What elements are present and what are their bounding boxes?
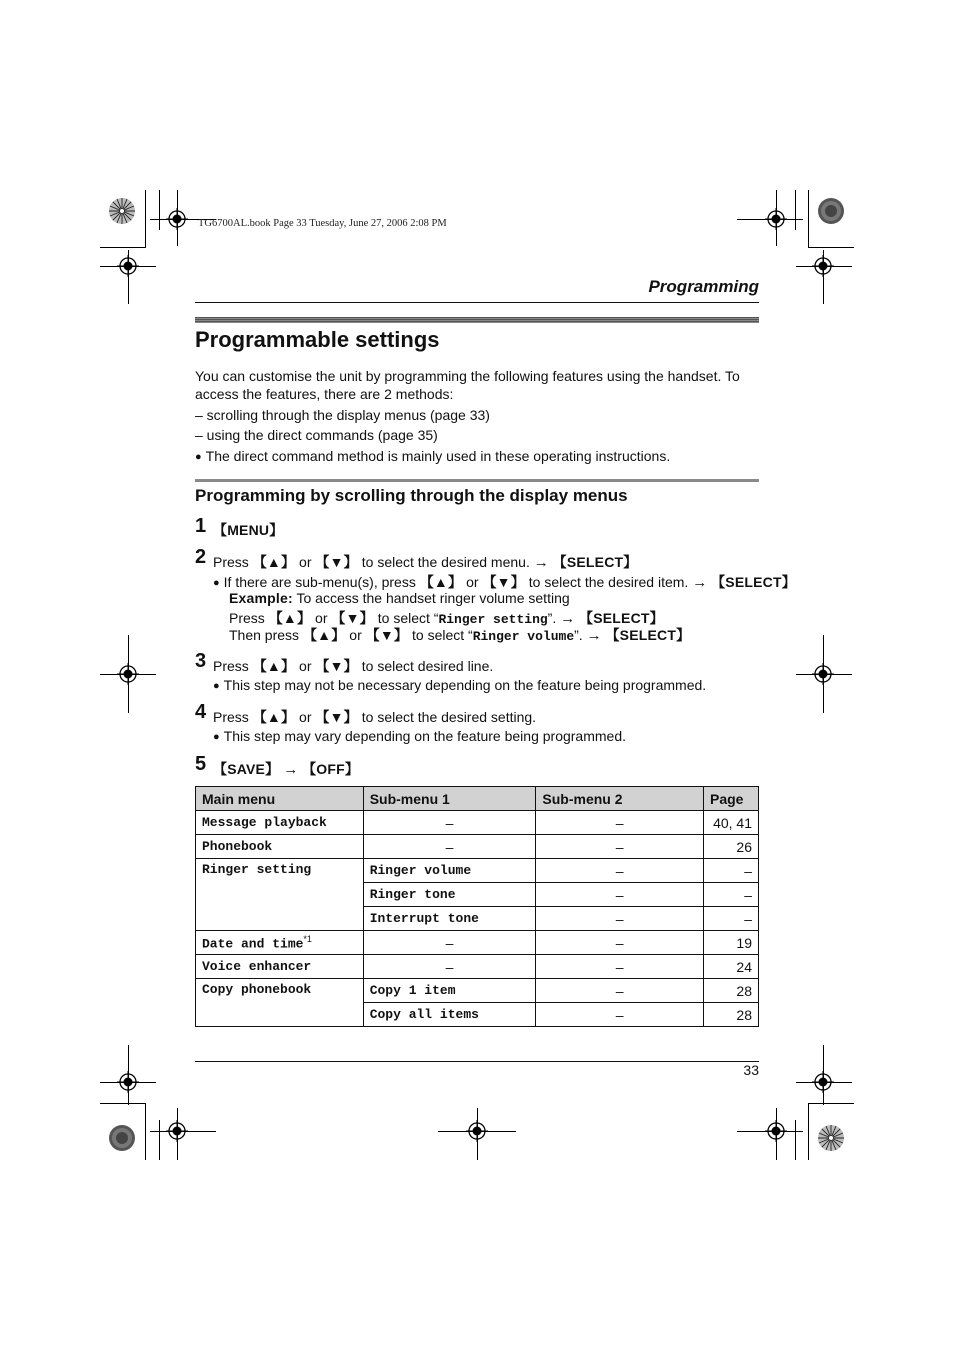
crop-mark: [795, 190, 796, 230]
sub-menu-1-cell: –: [363, 811, 536, 835]
table-row: [196, 955, 759, 979]
sub-menu-1-cell: –: [363, 931, 536, 955]
starburst-target-icon: [817, 1124, 845, 1152]
table-row: [196, 835, 759, 859]
step-5-line: [213, 759, 359, 779]
page-cell: –: [703, 883, 758, 907]
registration-target-icon: [117, 255, 139, 277]
sub-menu-2-cell: –: [536, 835, 704, 859]
main-menu-cell: Copy phonebook: [196, 979, 364, 1027]
registration-target-icon: [765, 208, 787, 230]
column-header: Main menu: [196, 787, 364, 811]
crop-mark: [808, 1103, 809, 1160]
sub-menu-2-cell: –: [536, 979, 704, 1003]
off-key: 【OFF】: [302, 761, 360, 777]
column-header: Page: [703, 787, 758, 811]
subsection-title: Programming by scrolling through the display menus: [195, 486, 628, 505]
page-cell: 28: [703, 979, 758, 1003]
registration-target-icon: [812, 1071, 834, 1093]
page-cell: 24: [703, 955, 758, 979]
header-rule: [195, 302, 759, 303]
crop-mark: [100, 247, 146, 248]
step-number: 2: [195, 546, 207, 568]
main-menu-cell: Voice enhancer: [196, 955, 364, 979]
sub-menu-2-cell: –: [536, 859, 704, 883]
sub-menu-1-cell: –: [363, 835, 536, 859]
registration-target-icon: [812, 255, 834, 277]
sub-menu-1-cell: –: [363, 955, 536, 979]
crop-mark: [159, 190, 160, 230]
select-key: 【SELECT】: [552, 554, 638, 570]
page-cell: –: [703, 907, 758, 931]
crop-mark: [808, 247, 854, 248]
arrow-right-icon: →: [283, 761, 299, 778]
save-key: 【SAVE】: [213, 761, 280, 777]
step-number: 5: [195, 753, 207, 775]
page-cell: 19: [703, 931, 758, 955]
page-cell: 40, 41: [703, 811, 758, 835]
example-line: Example: To access the handset ringer volume setting: [229, 590, 570, 606]
crop-mark: [808, 1103, 854, 1104]
bullet-icon: ●: [195, 451, 202, 463]
arrow-right-icon: →: [560, 610, 576, 627]
sub-menu-2-cell: –: [536, 955, 704, 979]
main-menu-cell: Date and time$^{*1}$: [196, 931, 364, 955]
table-row: [196, 811, 759, 835]
table-row: [196, 979, 759, 1003]
dot-target-icon: [817, 197, 845, 225]
intro-line-2: access the features, there are 2 methods:: [195, 386, 454, 402]
section-header: Programming: [648, 277, 759, 296]
dot-target-icon: [108, 1124, 136, 1152]
step-number: 3: [195, 650, 207, 672]
intro-line-1: You can customise the unit by programming the following features using the handset. To: [195, 368, 740, 384]
footnote-marker: *1: [303, 933, 312, 944]
main-menu-cell: Ringer setting: [196, 859, 364, 931]
arrow-right-icon: →: [692, 574, 708, 591]
sub-menu-1-cell: Ringer volume: [363, 859, 536, 883]
sub-menu-2-cell: –: [536, 1003, 704, 1027]
sub-menu-1-cell: Interrupt tone: [363, 907, 536, 931]
step-3-line: Press 【▲】 or 【▼】 to select desired line.: [213, 658, 494, 674]
registration-target-icon: [765, 1120, 787, 1142]
menu-key: 【MENU】: [213, 522, 284, 538]
page-title: Programmable settings: [195, 327, 440, 352]
sub-menu-2-cell: –: [536, 907, 704, 931]
down-key: 【▼】: [315, 554, 358, 570]
crop-mark: [145, 1103, 146, 1160]
starburst-target-icon: [108, 197, 136, 225]
registration-target-icon: [117, 663, 139, 685]
sub-menu-2-cell: –: [536, 811, 704, 835]
step-4-line: Press 【▲】 or 【▼】 to select the desired setting.: [213, 709, 537, 725]
column-header: Sub-menu 2: [536, 787, 704, 811]
registration-target-icon: [466, 1120, 488, 1142]
sub-menu-2-cell: –: [536, 931, 704, 955]
sub-menu-1-cell: Ringer tone: [363, 883, 536, 907]
book-info-slug: TG6700AL.book Page 33 Tuesday, June 27, 2006 2:08 PM: [198, 218, 447, 229]
column-header: Sub-menu 1: [363, 787, 536, 811]
registration-target-icon: [166, 208, 188, 230]
subsection-bar: [195, 479, 759, 482]
example-step-2: Then press 【▲】 or 【▼】 to select “Ringer volume”. → 【SELECT】: [229, 627, 691, 644]
bullet-icon: ●: [213, 680, 220, 692]
crop-mark: [808, 190, 809, 247]
table-row: [196, 859, 759, 883]
main-menu-cell: Phonebook: [196, 835, 364, 859]
table-header-row: [196, 787, 759, 811]
page-cell: –: [703, 859, 758, 883]
example-step-1: Press 【▲】 or 【▼】 to select “Ringer setting”. → 【SELECT】: [229, 610, 664, 627]
crop-mark: [145, 190, 146, 247]
menu-table: [195, 786, 759, 1027]
sub-menu-2-cell: –: [536, 883, 704, 907]
step-3-note: ● This step may not be necessary depending on the feature being programmed.: [213, 677, 707, 693]
step-4-note: ● This step may vary depending on the feature being programmed.: [213, 728, 626, 744]
page-cell: 28: [703, 1003, 758, 1027]
registration-target-icon: [166, 1120, 188, 1142]
page-number: 33: [743, 1062, 759, 1078]
page-cell: 26: [703, 835, 758, 859]
bullet-icon: ●: [213, 731, 220, 743]
arrow-right-icon: →: [586, 627, 602, 644]
footer-rule: [195, 1061, 759, 1062]
step-1-line: [213, 520, 283, 540]
crop-mark: [159, 1120, 160, 1160]
step-number: 1: [195, 515, 207, 537]
sub-menu-1-cell: Copy 1 item: [363, 979, 536, 1003]
crop-mark: [795, 1120, 796, 1160]
arrow-right-icon: →: [533, 554, 549, 571]
registration-target-icon: [812, 663, 834, 685]
step-2-line: Press 【▲】 or 【▼】 to select the desired menu. → 【SELECT】: [213, 554, 638, 571]
up-key: 【▲】: [252, 554, 296, 570]
intro-dash-item: – using the direct commands (page 35): [195, 427, 438, 443]
intro-dash-item: – scrolling through the display menus (page 33): [195, 407, 490, 423]
crop-mark: [100, 1103, 146, 1104]
table-row: [196, 931, 759, 955]
intro-bullet: ● The direct command method is mainly used in these operating instructions.: [195, 448, 671, 464]
main-menu-cell: Message playback: [196, 811, 364, 835]
title-bar: [195, 317, 759, 323]
step-2-sub-line: ● If there are sub-menu(s), press 【▲】 or 【▼】 to select the desired item. → 【SELECT】: [213, 574, 796, 591]
step-number: 4: [195, 701, 207, 723]
sub-menu-1-cell: Copy all items: [363, 1003, 536, 1027]
bullet-icon: ●: [213, 577, 220, 589]
registration-target-icon: [117, 1071, 139, 1093]
